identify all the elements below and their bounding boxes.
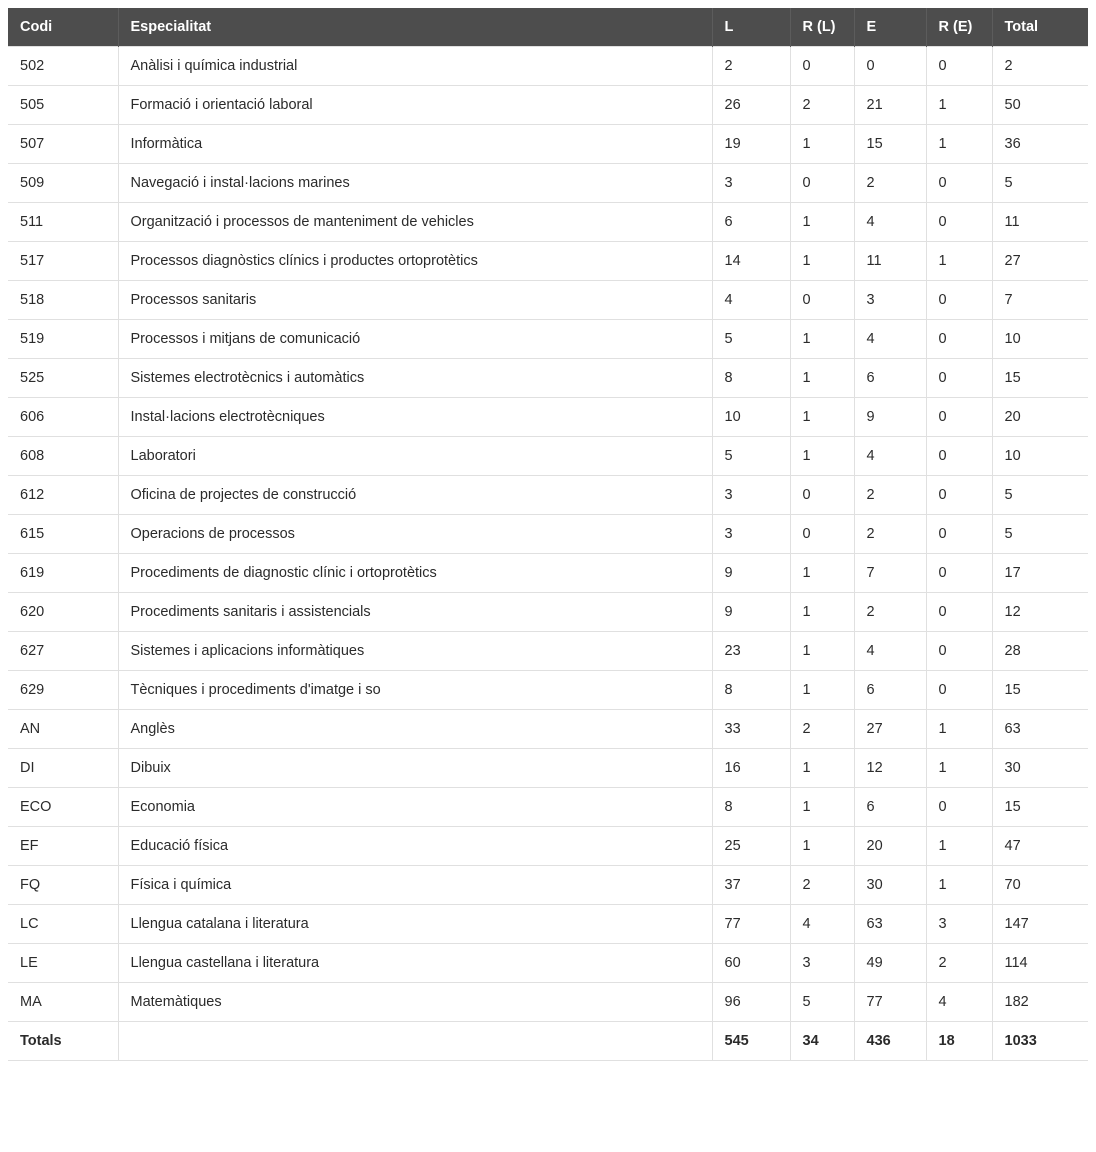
cell-l: 37 — [712, 866, 790, 905]
cell-especialitat: Economia — [118, 788, 712, 827]
cell-especialitat: Organització i processos de manteniment de vehicles — [118, 203, 712, 242]
table-row — [8, 86, 1088, 125]
cell-especialitat: Processos i mitjans de comunicació — [118, 320, 712, 359]
cell-rl: 1 — [790, 554, 854, 593]
cell-re: 4 — [926, 983, 992, 1022]
cell-rl: 2 — [790, 866, 854, 905]
cell-especialitat: Anglès — [118, 710, 712, 749]
cell-re: 3 — [926, 905, 992, 944]
table-row — [8, 944, 1088, 983]
cell-especialitat: Informàtica — [118, 125, 712, 164]
cell-codi: ECO — [8, 788, 118, 827]
cell-especialitat: Formació i orientació laboral — [118, 86, 712, 125]
cell-rl: 1 — [790, 827, 854, 866]
cell-total: 182 — [992, 983, 1088, 1022]
cell-especialitat: Tècniques i procediments d'imatge i so — [118, 671, 712, 710]
table-header-row — [8, 8, 1088, 47]
table-row — [8, 281, 1088, 320]
cell-l: 5 — [712, 437, 790, 476]
cell-especialitat: Llengua castellana i literatura — [118, 944, 712, 983]
table-row — [8, 983, 1088, 1022]
cell-l: 5 — [712, 320, 790, 359]
especialitats-table — [8, 8, 1088, 1061]
cell-rl: 1 — [790, 242, 854, 281]
cell-l: 3 — [712, 164, 790, 203]
cell-l: 10 — [712, 398, 790, 437]
cell-total: 47 — [992, 827, 1088, 866]
table-row — [8, 47, 1088, 86]
cell-e: 4 — [854, 632, 926, 671]
cell-re: 0 — [926, 476, 992, 515]
cell-especialitat: Processos diagnòstics clínics i productes ortoprotètics — [118, 242, 712, 281]
cell-rl: 1 — [790, 749, 854, 788]
cell-total: 10 — [992, 437, 1088, 476]
cell-codi: 511 — [8, 203, 118, 242]
table-row — [8, 203, 1088, 242]
cell-codi: 620 — [8, 593, 118, 632]
cell-total: 5 — [992, 164, 1088, 203]
table-row — [8, 632, 1088, 671]
cell-especialitat: Navegació i instal·lacions marines — [118, 164, 712, 203]
cell-re: 1 — [926, 125, 992, 164]
table-row — [8, 749, 1088, 788]
cell-re: 0 — [926, 203, 992, 242]
cell-re: 1 — [926, 710, 992, 749]
table-row — [8, 398, 1088, 437]
cell-total: 50 — [992, 86, 1088, 125]
cell-rl: 1 — [790, 359, 854, 398]
cell-l: 60 — [712, 944, 790, 983]
cell-re: 0 — [926, 554, 992, 593]
cell-re: 0 — [926, 320, 992, 359]
cell-e: 0 — [854, 47, 926, 86]
cell-rl: 1 — [790, 788, 854, 827]
cell-e: 4 — [854, 320, 926, 359]
table-row — [8, 788, 1088, 827]
cell-rl: 1 — [790, 437, 854, 476]
cell-total: 15 — [992, 788, 1088, 827]
cell-l: 96 — [712, 983, 790, 1022]
column-header-codi[interactable]: Codi — [8, 8, 118, 47]
cell-especialitat: Procediments de diagnostic clínic i ortoprotètics — [118, 554, 712, 593]
table-row — [8, 437, 1088, 476]
cell-especialitat: Matemàtiques — [118, 983, 712, 1022]
totals-cell-total: 1033 — [992, 1022, 1088, 1061]
table-row — [8, 359, 1088, 398]
cell-e: 6 — [854, 671, 926, 710]
cell-l: 2 — [712, 47, 790, 86]
cell-l: 4 — [712, 281, 790, 320]
cell-codi: AN — [8, 710, 118, 749]
cell-total: 7 — [992, 281, 1088, 320]
cell-rl: 0 — [790, 281, 854, 320]
cell-rl: 1 — [790, 125, 854, 164]
cell-re: 1 — [926, 866, 992, 905]
table-row — [8, 905, 1088, 944]
table-totals-row — [8, 1022, 1088, 1061]
cell-e: 27 — [854, 710, 926, 749]
cell-re: 0 — [926, 281, 992, 320]
cell-total: 27 — [992, 242, 1088, 281]
cell-especialitat: Procediments sanitaris i assistencials — [118, 593, 712, 632]
cell-total: 114 — [992, 944, 1088, 983]
cell-re: 0 — [926, 671, 992, 710]
cell-e: 2 — [854, 515, 926, 554]
column-header-rl[interactable]: R (L) — [790, 8, 854, 47]
cell-l: 8 — [712, 788, 790, 827]
cell-e: 11 — [854, 242, 926, 281]
cell-l: 23 — [712, 632, 790, 671]
cell-l: 3 — [712, 515, 790, 554]
cell-especialitat: Instal·lacions electrotècniques — [118, 398, 712, 437]
cell-re: 0 — [926, 164, 992, 203]
cell-especialitat: Dibuix — [118, 749, 712, 788]
cell-re: 0 — [926, 593, 992, 632]
cell-codi: 615 — [8, 515, 118, 554]
cell-rl: 0 — [790, 515, 854, 554]
cell-re: 0 — [926, 437, 992, 476]
cell-especialitat: Llengua catalana i literatura — [118, 905, 712, 944]
cell-re: 0 — [926, 632, 992, 671]
table-row — [8, 476, 1088, 515]
cell-codi: 525 — [8, 359, 118, 398]
cell-total: 15 — [992, 359, 1088, 398]
cell-l: 3 — [712, 476, 790, 515]
cell-re: 0 — [926, 398, 992, 437]
cell-especialitat: Processos sanitaris — [118, 281, 712, 320]
cell-codi: 612 — [8, 476, 118, 515]
table-row — [8, 671, 1088, 710]
cell-e: 4 — [854, 203, 926, 242]
column-header-especialitat[interactable]: Especialitat — [118, 8, 712, 47]
totals-cell-re: 18 — [926, 1022, 992, 1061]
cell-e: 21 — [854, 86, 926, 125]
cell-codi: FQ — [8, 866, 118, 905]
cell-re: 2 — [926, 944, 992, 983]
cell-especialitat: Laboratori — [118, 437, 712, 476]
cell-e: 30 — [854, 866, 926, 905]
cell-rl: 1 — [790, 398, 854, 437]
cell-rl: 3 — [790, 944, 854, 983]
cell-total: 5 — [992, 476, 1088, 515]
cell-total: 28 — [992, 632, 1088, 671]
cell-e: 2 — [854, 593, 926, 632]
totals-cell-l: 545 — [712, 1022, 790, 1061]
cell-e: 2 — [854, 476, 926, 515]
column-header-l[interactable]: L — [712, 8, 790, 47]
cell-e: 15 — [854, 125, 926, 164]
cell-e: 3 — [854, 281, 926, 320]
cell-l: 9 — [712, 554, 790, 593]
cell-total: 147 — [992, 905, 1088, 944]
cell-especialitat: Oficina de projectes de construcció — [118, 476, 712, 515]
cell-rl: 1 — [790, 632, 854, 671]
table-row — [8, 320, 1088, 359]
cell-e: 77 — [854, 983, 926, 1022]
cell-codi: 509 — [8, 164, 118, 203]
cell-e: 63 — [854, 905, 926, 944]
cell-codi: MA — [8, 983, 118, 1022]
cell-e: 6 — [854, 359, 926, 398]
cell-re: 0 — [926, 359, 992, 398]
table-row — [8, 242, 1088, 281]
cell-re: 0 — [926, 788, 992, 827]
cell-especialitat: Física i química — [118, 866, 712, 905]
cell-total: 36 — [992, 125, 1088, 164]
cell-especialitat: Operacions de processos — [118, 515, 712, 554]
cell-codi: 606 — [8, 398, 118, 437]
cell-l: 26 — [712, 86, 790, 125]
cell-re: 0 — [926, 47, 992, 86]
cell-l: 25 — [712, 827, 790, 866]
cell-rl: 0 — [790, 164, 854, 203]
column-header-re[interactable]: R (E) — [926, 8, 992, 47]
cell-re: 1 — [926, 827, 992, 866]
cell-l: 9 — [712, 593, 790, 632]
cell-total: 70 — [992, 866, 1088, 905]
table-row — [8, 827, 1088, 866]
cell-rl: 4 — [790, 905, 854, 944]
cell-rl: 0 — [790, 47, 854, 86]
table-row — [8, 125, 1088, 164]
cell-l: 33 — [712, 710, 790, 749]
cell-re: 1 — [926, 749, 992, 788]
cell-total: 2 — [992, 47, 1088, 86]
table-row — [8, 515, 1088, 554]
cell-l: 6 — [712, 203, 790, 242]
cell-codi: 629 — [8, 671, 118, 710]
cell-especialitat: Anàlisi i química industrial — [118, 47, 712, 86]
cell-e: 7 — [854, 554, 926, 593]
table-header — [8, 8, 1088, 47]
cell-codi: EF — [8, 827, 118, 866]
cell-total: 17 — [992, 554, 1088, 593]
totals-cell-especialitat — [118, 1022, 712, 1061]
cell-re: 1 — [926, 86, 992, 125]
cell-rl: 2 — [790, 86, 854, 125]
cell-codi: 627 — [8, 632, 118, 671]
column-header-e[interactable]: E — [854, 8, 926, 47]
cell-rl: 5 — [790, 983, 854, 1022]
cell-especialitat: Sistemes i aplicacions informàtiques — [118, 632, 712, 671]
cell-codi: 608 — [8, 437, 118, 476]
cell-codi: LC — [8, 905, 118, 944]
table-row — [8, 593, 1088, 632]
cell-total: 11 — [992, 203, 1088, 242]
cell-total: 15 — [992, 671, 1088, 710]
cell-rl: 1 — [790, 671, 854, 710]
cell-l: 8 — [712, 671, 790, 710]
cell-codi: DI — [8, 749, 118, 788]
cell-total: 20 — [992, 398, 1088, 437]
cell-rl: 2 — [790, 710, 854, 749]
cell-rl: 0 — [790, 476, 854, 515]
cell-codi: 517 — [8, 242, 118, 281]
cell-l: 8 — [712, 359, 790, 398]
cell-re: 0 — [926, 515, 992, 554]
table-body — [8, 47, 1088, 1061]
cell-codi: 619 — [8, 554, 118, 593]
cell-rl: 1 — [790, 203, 854, 242]
totals-cell-codi: Totals — [8, 1022, 118, 1061]
cell-especialitat: Educació física — [118, 827, 712, 866]
table-row — [8, 866, 1088, 905]
cell-re: 1 — [926, 242, 992, 281]
cell-e: 6 — [854, 788, 926, 827]
table-row — [8, 554, 1088, 593]
cell-e: 4 — [854, 437, 926, 476]
cell-codi: 519 — [8, 320, 118, 359]
cell-l: 16 — [712, 749, 790, 788]
cell-total: 10 — [992, 320, 1088, 359]
cell-l: 77 — [712, 905, 790, 944]
cell-e: 49 — [854, 944, 926, 983]
cell-e: 9 — [854, 398, 926, 437]
totals-cell-rl: 34 — [790, 1022, 854, 1061]
cell-l: 19 — [712, 125, 790, 164]
cell-codi: 507 — [8, 125, 118, 164]
cell-codi: 502 — [8, 47, 118, 86]
table-row — [8, 710, 1088, 749]
cell-l: 14 — [712, 242, 790, 281]
cell-rl: 1 — [790, 593, 854, 632]
cell-rl: 1 — [790, 320, 854, 359]
cell-total: 5 — [992, 515, 1088, 554]
cell-total: 63 — [992, 710, 1088, 749]
cell-e: 20 — [854, 827, 926, 866]
totals-cell-e: 436 — [854, 1022, 926, 1061]
column-header-total[interactable]: Total — [992, 8, 1088, 47]
cell-codi: 505 — [8, 86, 118, 125]
cell-e: 12 — [854, 749, 926, 788]
cell-especialitat: Sistemes electrotècnics i automàtics — [118, 359, 712, 398]
cell-total: 12 — [992, 593, 1088, 632]
cell-codi: 518 — [8, 281, 118, 320]
cell-codi: LE — [8, 944, 118, 983]
table-row — [8, 164, 1088, 203]
cell-total: 30 — [992, 749, 1088, 788]
cell-e: 2 — [854, 164, 926, 203]
